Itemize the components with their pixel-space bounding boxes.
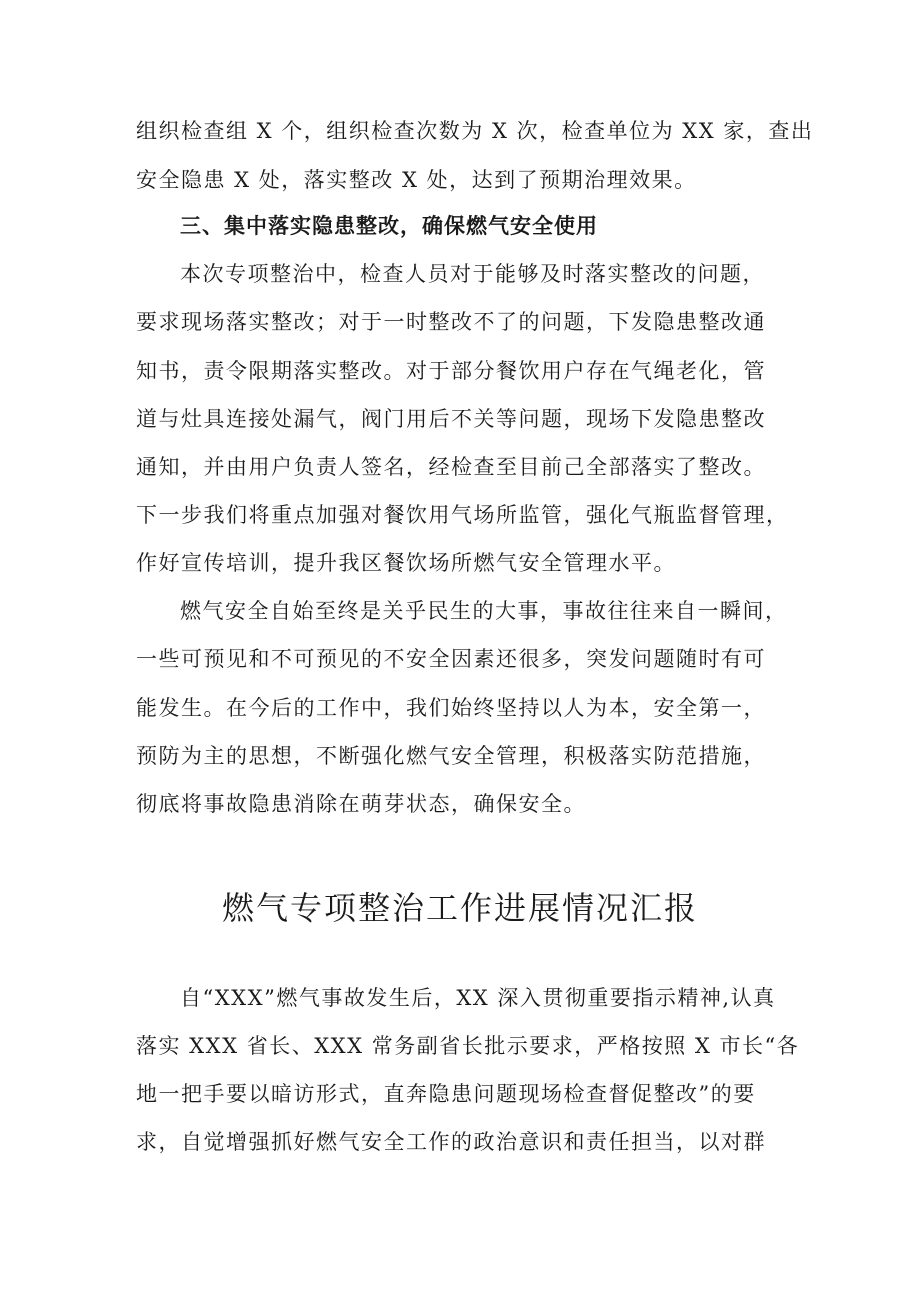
paragraph3-line-4: 求，自觉增强抓好燃气安全工作的政治意识和责任担当，以对群 bbox=[136, 1130, 766, 1154]
paragraph3-line-3: 地一把手要以暗访形式，直奔隐患问题现场检查督促整改”的要 bbox=[136, 1082, 756, 1106]
paragraph2-line-1: 燃气安全自始至终是关乎民生的大事，事故往往来自一瞬间， bbox=[180, 599, 788, 623]
paragraph3-line-1: 自“XXX”燃气事故发生后，XX 深入贯彻重要指示精神,认真 bbox=[180, 986, 776, 1010]
paragraph1-line-7: 作好宣传培训，提升我区餐饮场所燃气安全管理水平。 bbox=[136, 551, 676, 575]
paragraph2-line-5: 彻底将事故隐患消除在萌芽状态，确保安全。 bbox=[136, 792, 586, 816]
report-title: 燃气专项整治工作进展情况汇报 bbox=[221, 889, 698, 927]
paragraph2-line-3: 能发生。在今后的工作中，我们始终坚持以人为本，安全第一， bbox=[136, 696, 766, 720]
paragraph2-line-2: 一些可预见和不可预见的不安全因素还很多，突发问题随时有可 bbox=[136, 647, 766, 671]
intro-line-2: 安全隐患 X 处，落实整改 X 处，达到了预期治理效果。 bbox=[136, 168, 697, 192]
paragraph1-line-1: 本次专项整治中，检查人员对于能够及时落实整改的问题， bbox=[180, 262, 765, 286]
paragraph1-line-2: 要求现场落实整改；对于一时整改不了的问题，下发隐患整改通 bbox=[136, 310, 766, 334]
paragraph1-line-3: 知书，责令限期落实整改。对于部分餐饮用户存在气绳老化，管 bbox=[136, 359, 766, 383]
paragraph1-line-4: 道与灶具连接处漏气，阀门用后不关等问题，现场下发隐患整改 bbox=[136, 407, 766, 431]
paragraph1-line-5: 通知，并由用户负责人签名，经检查至目前己全部落实了整改。 bbox=[136, 455, 766, 479]
paragraph3-line-2: 落实 XXX 省长、XXX 常务副省长批示要求，严格按照 X 市长“各 bbox=[136, 1034, 800, 1058]
intro-line-1: 组织检查组 X 个，组织检查次数为 X 次，检查单位为 XX 家，查出 bbox=[136, 119, 814, 143]
paragraph2-line-4: 预防为主的思想，不断强化燃气安全管理，积极落实防范措施， bbox=[136, 744, 766, 768]
paragraph1-line-6: 下一步我们将重点加强对餐饮用气场所监管，强化气瓶监督管理， bbox=[136, 503, 789, 527]
section-heading: 三、集中落实隐患整改，确保燃气安全使用 bbox=[180, 214, 598, 238]
